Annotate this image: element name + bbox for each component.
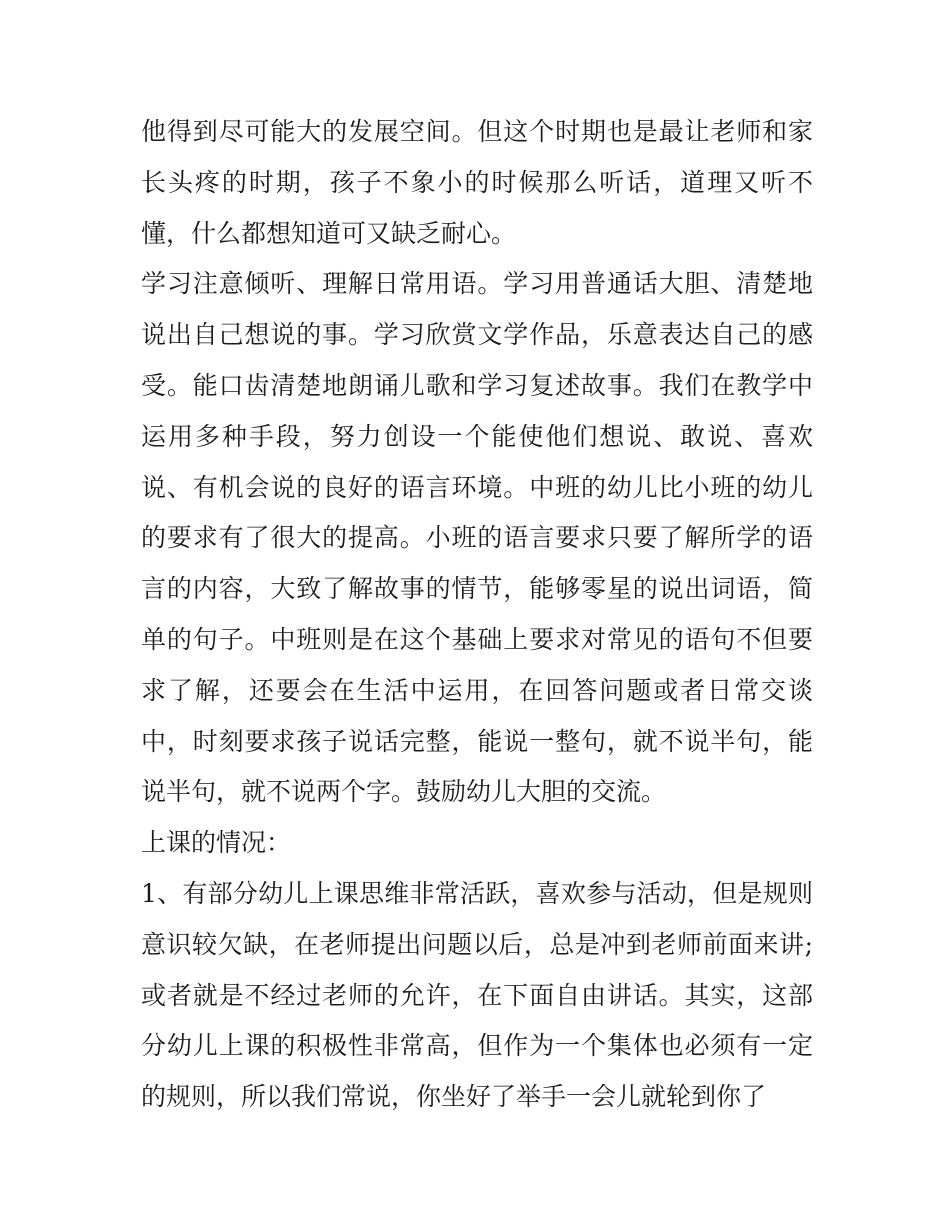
paragraph-2: 学习注意倾听、理解日常用语。学习用普通话大胆、清楚地说出自己想说的事。学习欣赏文学作品，乐意表达自己的感受。能口齿清楚地朗诵儿歌和学习复述故事。我们在教学中运用多种手段，努力创设一个能使他们想说、敢说、喜欢说、有机会说的良好的语言环境。中班的幼儿比小班的幼儿的要求有了很大的提高。小班的语言要求只要了解所学的语言的内容，大致了解故事的情节，能够零星的说出词语，简单的句子。中班则是在这个基础上要求对常见的语句不但要求了解，还要会在生活中运用，在回答问题或者日常交谈中，时刻要求孩子说话完整，能说一整句，就不说半句，能说半句，就不说两个字。鼓励幼儿大胆的交流。 xyxy=(141,269,813,807)
document-body xyxy=(141,107,813,1123)
paragraph-3: 上课的情况： xyxy=(141,828,292,858)
paragraph-1: 他得到尽可能大的发展空间。但这个时期也是最让老师和家长头疼的时期，孩子不象小的时候那么听话，道理又听不懂，什么都想知道可又缺乏耐心。 xyxy=(141,117,813,248)
paragraph-4: 1、有部分幼儿上课思维非常活跃，喜欢参与活动，但是规则意识较欠缺，在老师提出问题以后，总是冲到老师前面来讲;或者就是不经过老师的允许，在下面自由讲话。其实，这部分幼儿上课的积极性非常高，但作为一个集体也必须有一定的规则，所以我们常说，你坐好了举手一会儿就轮到你了 xyxy=(141,878,813,1112)
